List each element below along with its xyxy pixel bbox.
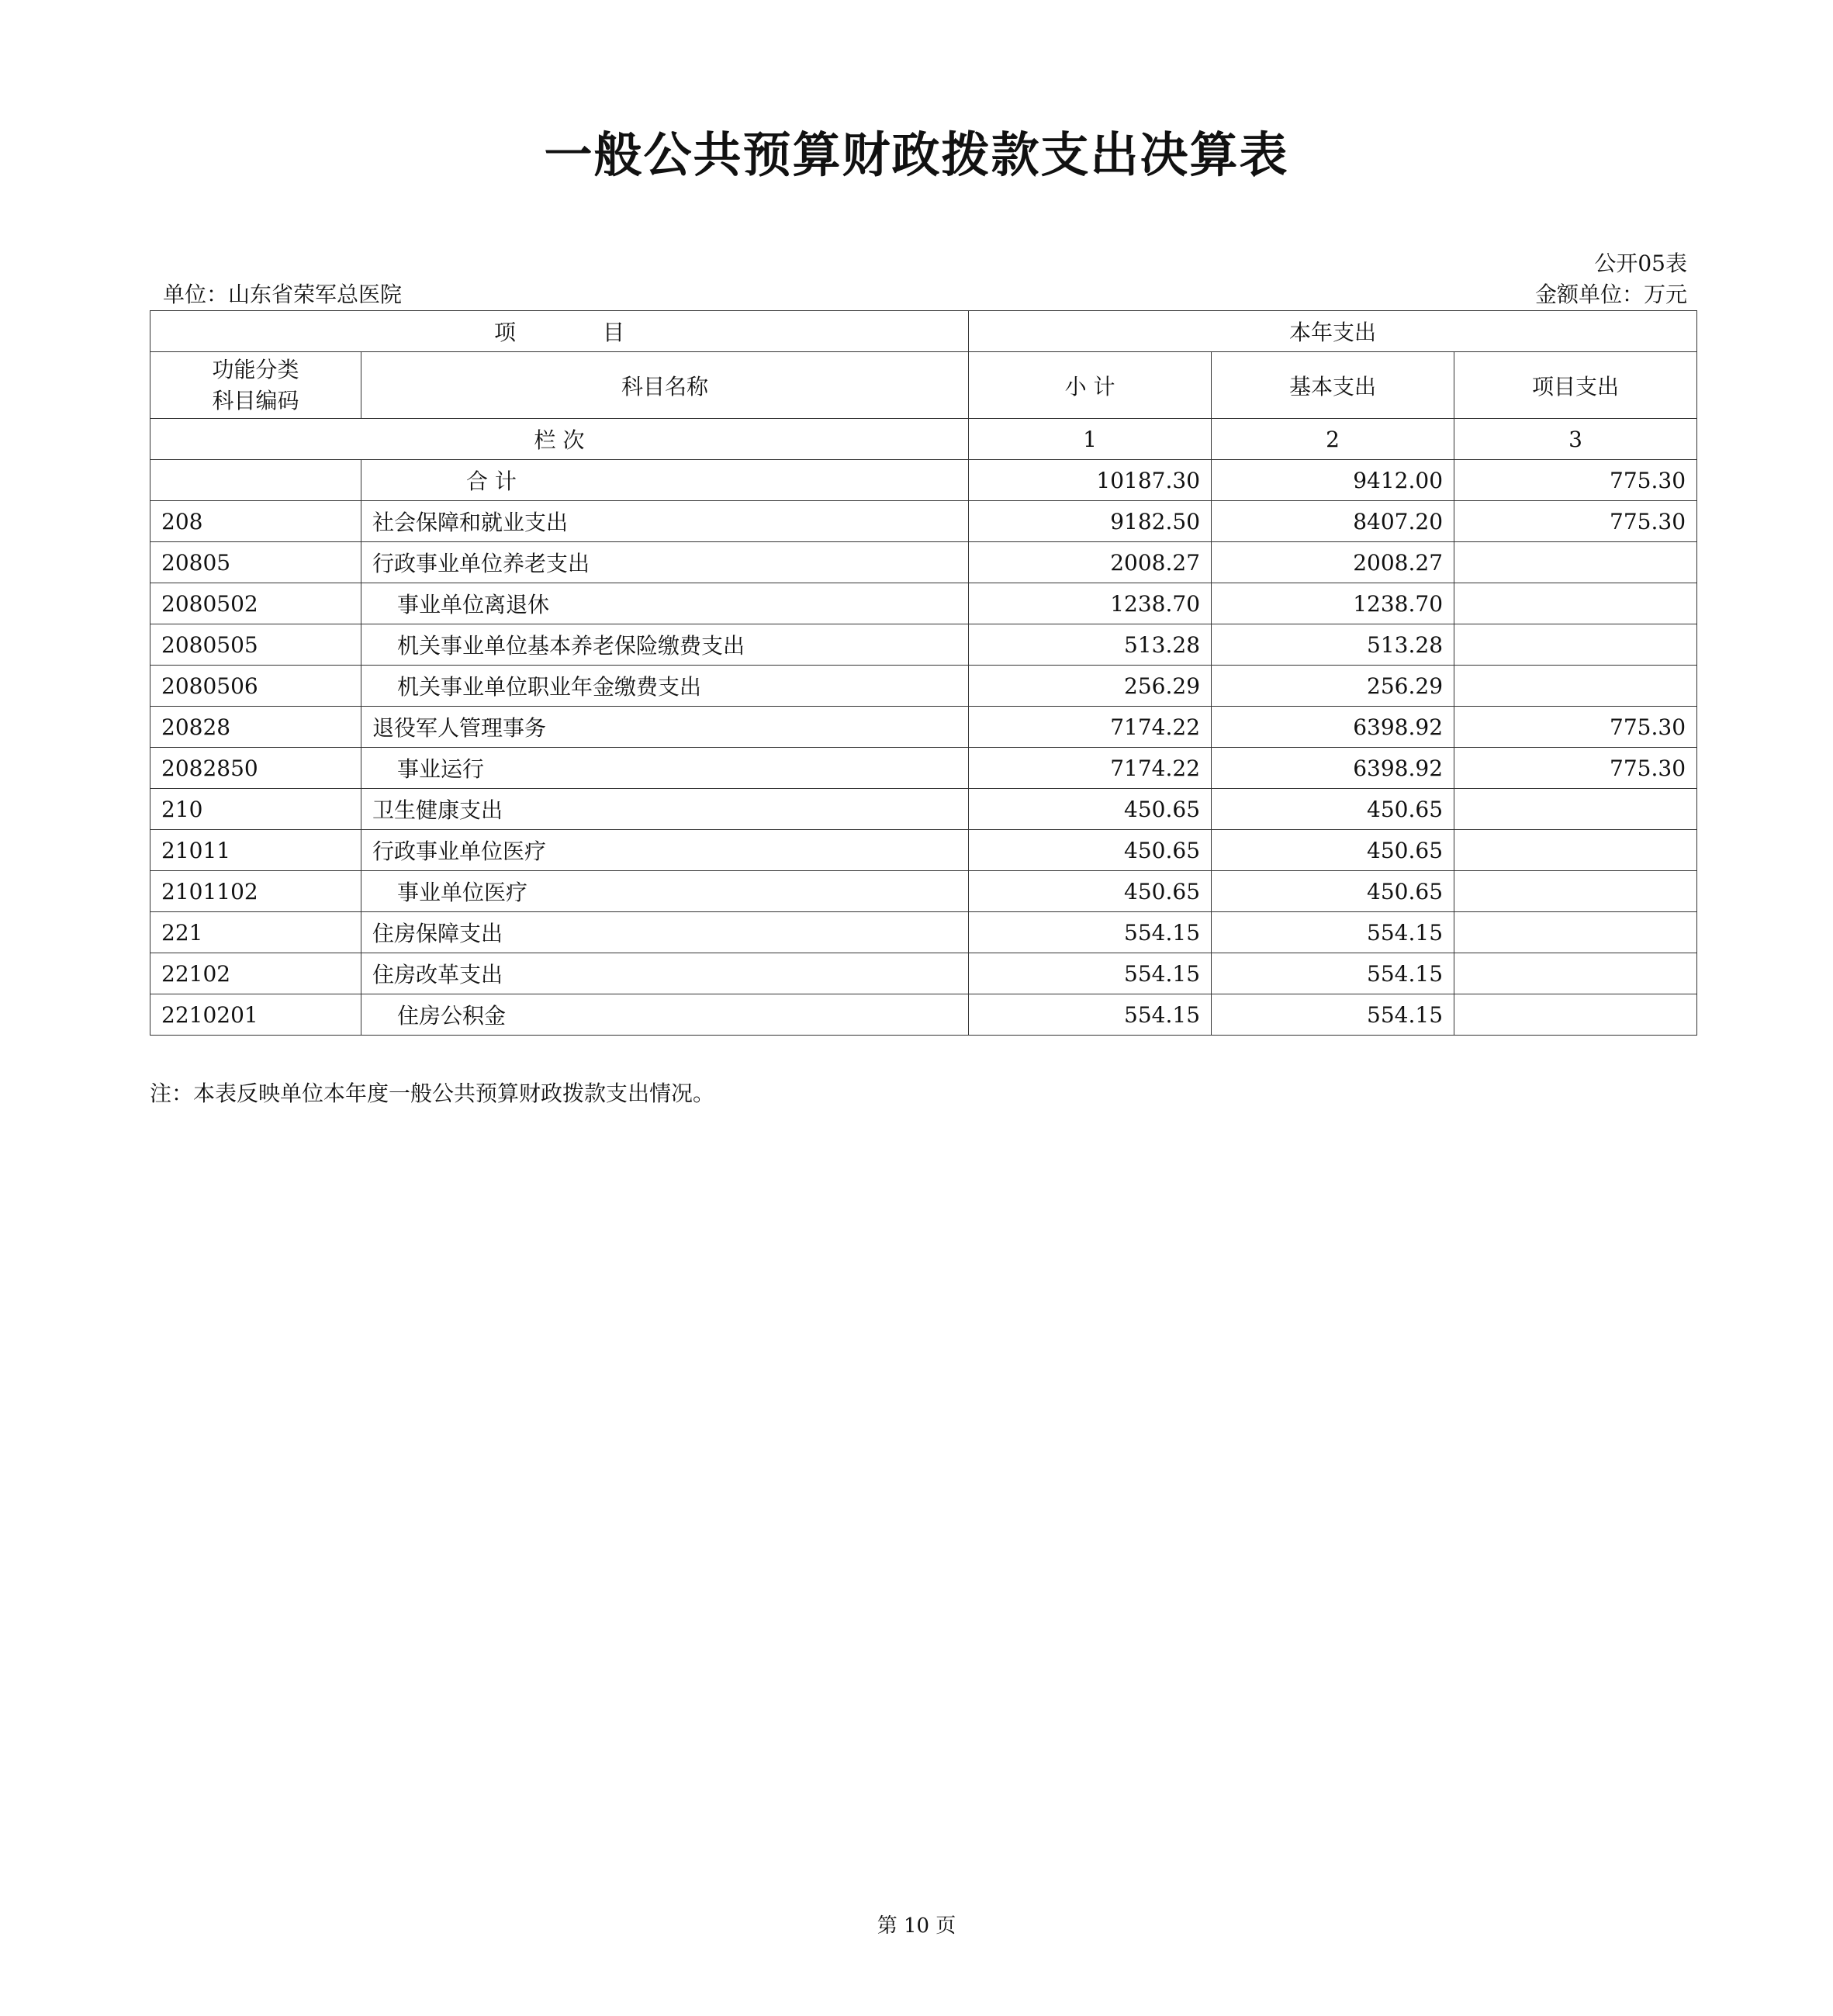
row-basic: 8407.20	[1212, 501, 1454, 542]
row-project: 775.30	[1454, 501, 1697, 542]
table-row	[150, 501, 1697, 542]
row-name: 住房改革支出	[361, 953, 969, 994]
header-subtotal: 小 计	[969, 352, 1212, 419]
row-code: 2080506	[150, 666, 361, 707]
row-code: 2080502	[150, 583, 361, 624]
row-project: 775.30	[1454, 707, 1697, 748]
table-row	[150, 830, 1697, 871]
reporting-unit: 单位：山东省荣军总医院	[163, 282, 403, 307]
row-project	[1454, 542, 1697, 583]
header-row-columns	[150, 352, 1697, 419]
header-code-line1: 功能分类	[212, 356, 299, 382]
row-project	[1454, 624, 1697, 666]
total-project: 775.30	[1454, 460, 1697, 501]
header-project: 项目支出	[1454, 352, 1697, 419]
page-title: 一般公共预算财政拨款支出决算表	[544, 126, 1289, 183]
row-code: 221	[150, 912, 361, 953]
table-row	[150, 789, 1697, 830]
total-row	[150, 460, 1697, 501]
row-project	[1454, 994, 1697, 1036]
row-code: 20805	[150, 542, 361, 583]
row-code: 2101102	[150, 871, 361, 912]
row-project: 775.30	[1454, 748, 1697, 789]
row-name: 机关事业单位职业年金缴费支出	[361, 666, 969, 707]
row-subtotal: 513.28	[969, 624, 1212, 666]
row-name: 事业运行	[361, 748, 969, 789]
row-basic: 554.15	[1212, 953, 1454, 994]
column-label: 栏 次	[150, 419, 969, 460]
row-subtotal: 7174.22	[969, 748, 1212, 789]
row-subtotal: 7174.22	[969, 707, 1212, 748]
row-name: 事业单位医疗	[361, 871, 969, 912]
total-code	[150, 460, 361, 501]
row-name: 住房公积金	[361, 994, 969, 1036]
row-subtotal: 450.65	[969, 871, 1212, 912]
table-row	[150, 542, 1697, 583]
row-basic: 2008.27	[1212, 542, 1454, 583]
row-basic: 450.65	[1212, 789, 1454, 830]
row-project	[1454, 953, 1697, 994]
row-name: 社会保障和就业支出	[361, 501, 969, 542]
row-basic: 6398.92	[1212, 748, 1454, 789]
row-basic: 1238.70	[1212, 583, 1454, 624]
row-subtotal: 2008.27	[969, 542, 1212, 583]
row-basic: 256.29	[1212, 666, 1454, 707]
table-row	[150, 666, 1697, 707]
header-name: 科目名称	[361, 352, 969, 419]
row-code: 20828	[150, 707, 361, 748]
row-subtotal: 554.15	[969, 912, 1212, 953]
row-subtotal: 450.65	[969, 789, 1212, 830]
row-code: 208	[150, 501, 361, 542]
header-row-column-numbers	[150, 419, 1697, 460]
row-project	[1454, 871, 1697, 912]
column-number-3: 3	[1454, 419, 1697, 460]
row-project	[1454, 830, 1697, 871]
table-row	[150, 707, 1697, 748]
table-row	[150, 583, 1697, 624]
table-note: 注：本表反映单位本年度一般公共预算财政拨款支出情况。	[150, 1081, 715, 1106]
row-code: 210	[150, 789, 361, 830]
header-row-groups	[150, 311, 1697, 352]
row-name: 住房保障支出	[361, 912, 969, 953]
table-row	[150, 953, 1697, 994]
total-label: 合 计	[361, 460, 969, 501]
table-row	[150, 624, 1697, 666]
row-project	[1454, 666, 1697, 707]
row-name: 行政事业单位医疗	[361, 830, 969, 871]
row-project	[1454, 912, 1697, 953]
table-row	[150, 912, 1697, 953]
row-code: 2080505	[150, 624, 361, 666]
row-subtotal: 256.29	[969, 666, 1212, 707]
page-number: 第 10 页	[877, 1914, 956, 1938]
total-subtotal: 10187.30	[969, 460, 1212, 501]
row-name: 卫生健康支出	[361, 789, 969, 830]
row-subtotal: 9182.50	[969, 501, 1212, 542]
row-name: 事业单位离退休	[361, 583, 969, 624]
row-subtotal: 1238.70	[969, 583, 1212, 624]
table-row	[150, 748, 1697, 789]
row-code: 2210201	[150, 994, 361, 1036]
amount-unit: 金额单位：万元	[1534, 282, 1687, 307]
header-item-group: 项 目	[150, 311, 969, 352]
row-name: 机关事业单位基本养老保险缴费支出	[361, 624, 969, 666]
row-basic: 513.28	[1212, 624, 1454, 666]
row-basic: 554.15	[1212, 912, 1454, 953]
table-row	[150, 871, 1697, 912]
column-number-1: 1	[969, 419, 1212, 460]
row-code: 22102	[150, 953, 361, 994]
row-subtotal: 554.15	[969, 953, 1212, 994]
row-subtotal: 554.15	[969, 994, 1212, 1036]
row-basic: 6398.92	[1212, 707, 1454, 748]
row-project	[1454, 583, 1697, 624]
row-code: 21011	[150, 830, 361, 871]
row-basic: 450.65	[1212, 830, 1454, 871]
row-basic: 554.15	[1212, 994, 1454, 1036]
expenditure-table	[150, 310, 1697, 1036]
row-project	[1454, 789, 1697, 830]
table-row	[150, 994, 1697, 1036]
header-code-line2: 科目编码	[212, 387, 299, 413]
header-expense-group: 本年支出	[969, 311, 1697, 352]
header-code	[150, 352, 361, 419]
row-name: 退役军人管理事务	[361, 707, 969, 748]
row-name: 行政事业单位养老支出	[361, 542, 969, 583]
row-code: 2082850	[150, 748, 361, 789]
row-subtotal: 450.65	[969, 830, 1212, 871]
row-basic: 450.65	[1212, 871, 1454, 912]
form-number: 公开05表	[1594, 251, 1687, 276]
header-basic: 基本支出	[1212, 352, 1454, 419]
column-number-2: 2	[1212, 419, 1454, 460]
total-basic: 9412.00	[1212, 460, 1454, 501]
